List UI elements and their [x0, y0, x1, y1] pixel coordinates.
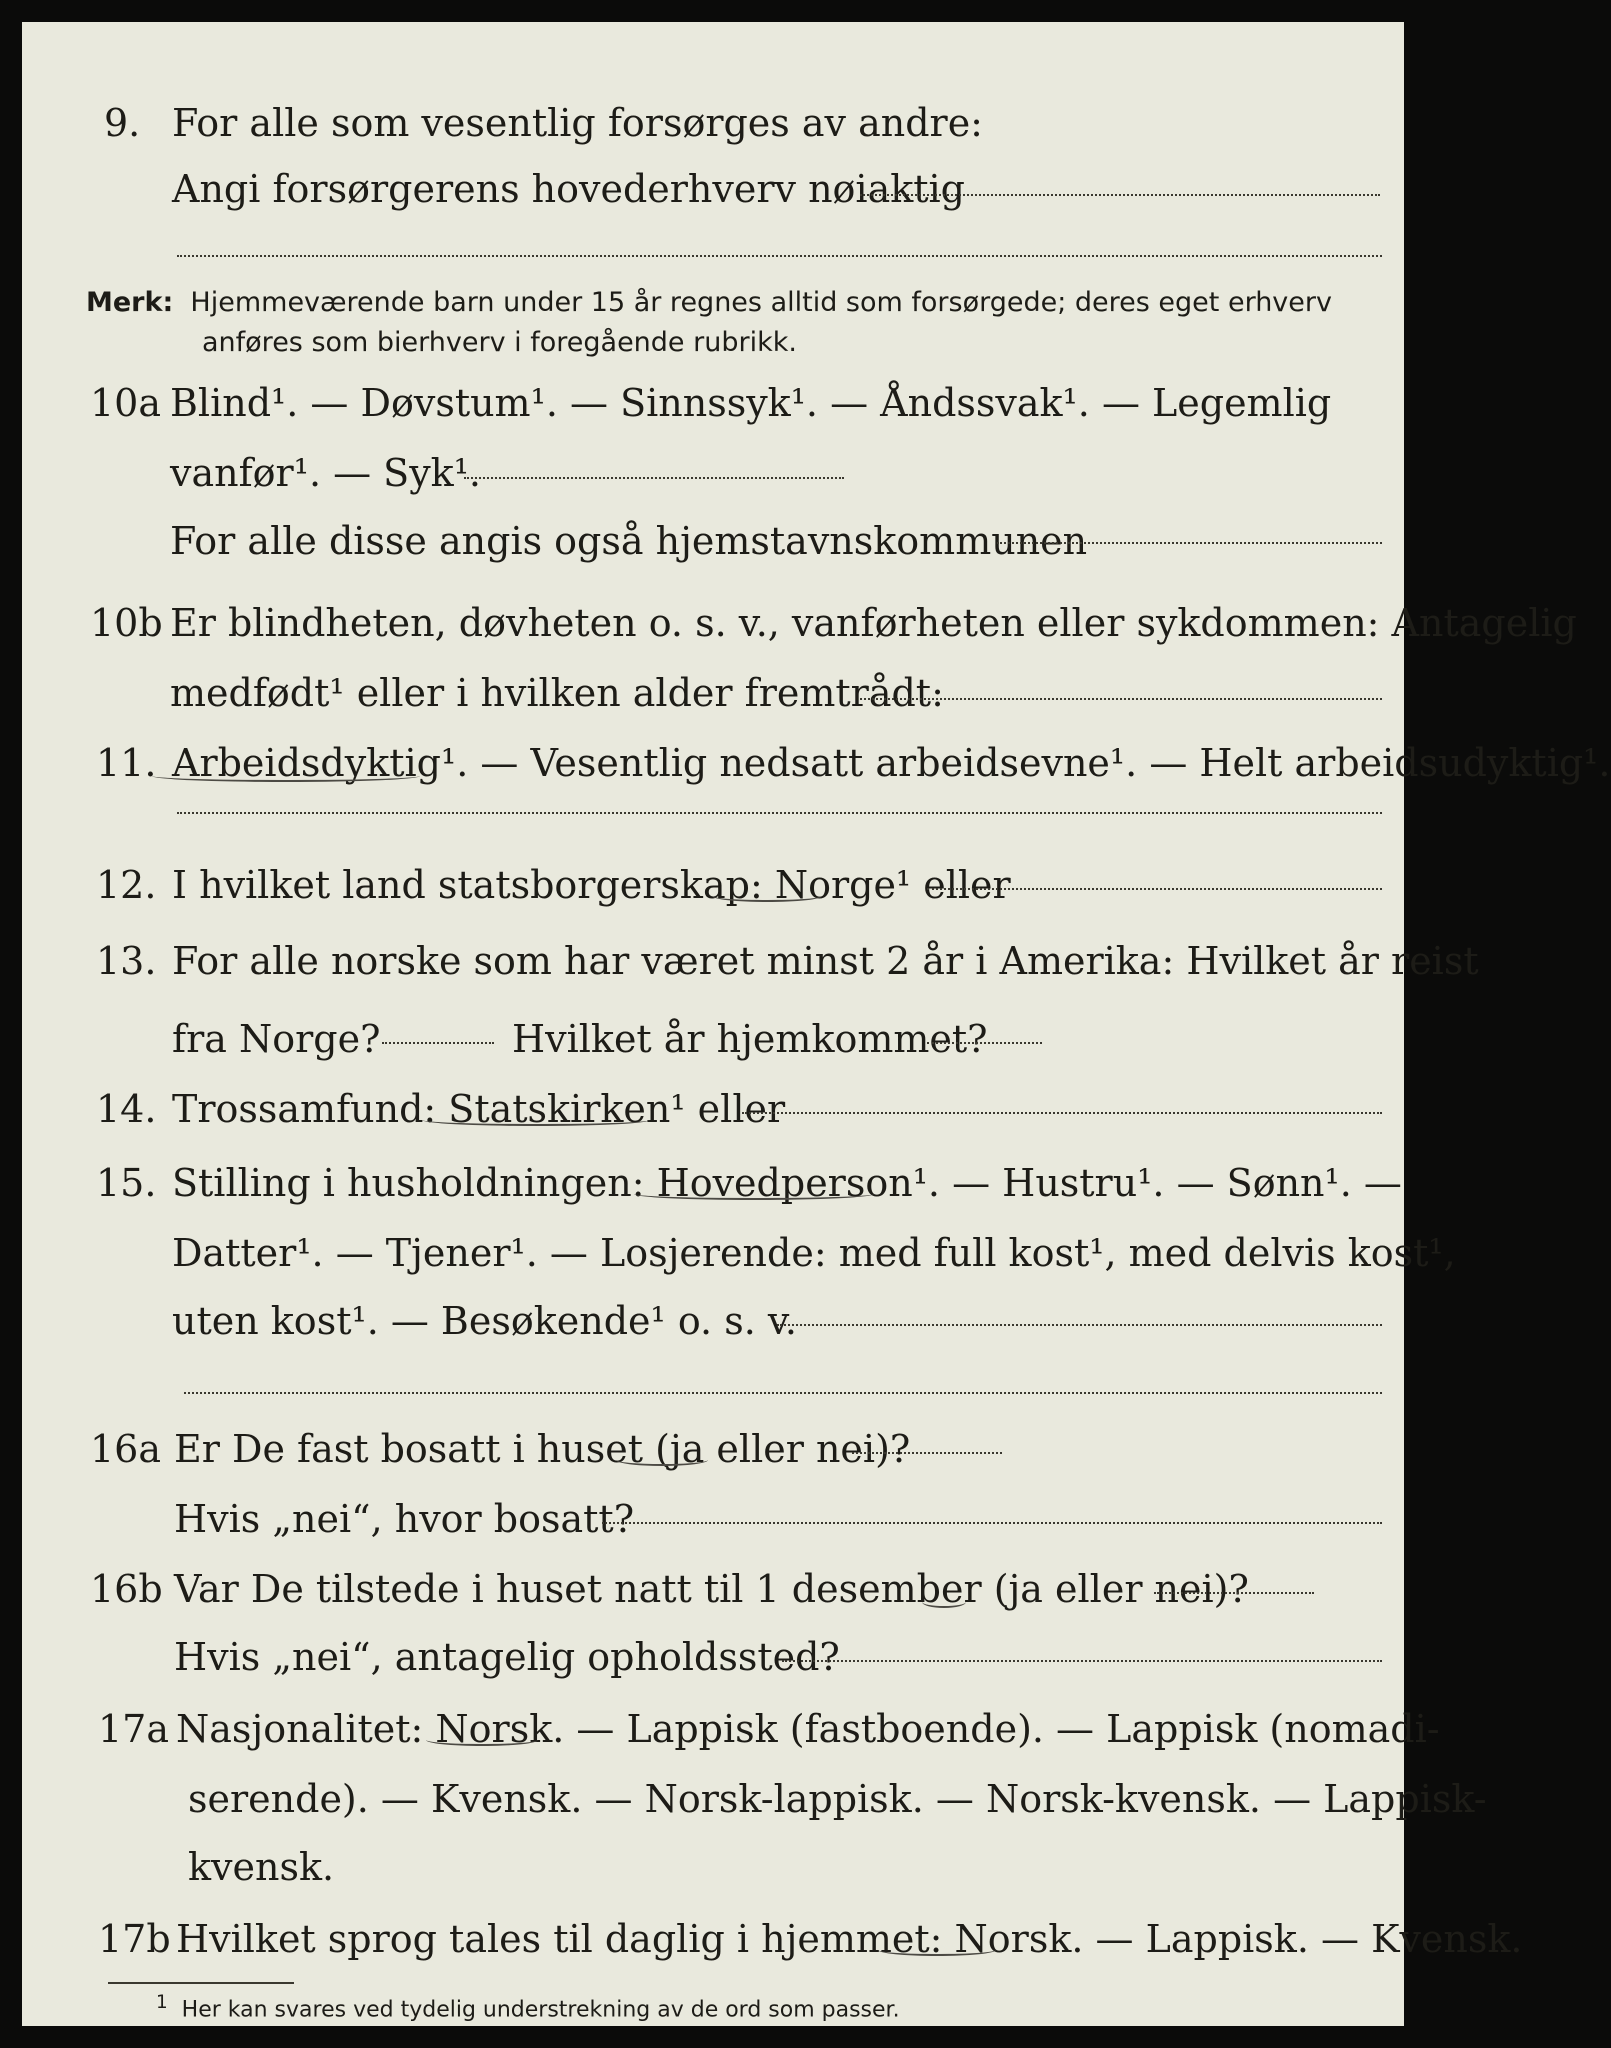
q11-answer-field[interactable] — [177, 812, 1382, 814]
q13-line1: For alle norske som har været minst 2 år i Amerika: Hvilket år reist — [172, 939, 1479, 983]
footnote-text: Her kan svares ved tydelig understrekning av de ord som passer. — [181, 1997, 900, 2023]
q10a-line2: vanfør¹. — Syk¹. — [170, 451, 482, 495]
q17a-number: 17a — [98, 1707, 170, 1751]
q10a-hjemstavn-field[interactable] — [997, 542, 1382, 544]
q15-answer-field-2[interactable] — [184, 1392, 1382, 1394]
q17a-line2: serende). — Kvensk. — Norsk-lappisk. — Norsk-kvensk. — Lappisk- — [188, 1777, 1487, 1821]
q16b-opholdssted-field[interactable] — [782, 1660, 1382, 1662]
q11-number: 11. — [96, 741, 157, 785]
q13-reist-field[interactable] — [382, 1042, 494, 1044]
q9-answer-field-2[interactable] — [177, 255, 1382, 257]
merk-text-1: Hjemmeværende barn under 15 år regnes alltid som forsørgede; deres eget erhverv — [190, 287, 1332, 318]
q13-line2a: fra Norge? — [172, 1017, 381, 1061]
q17b-handwritten-underline — [878, 1944, 996, 1956]
q16b-handwritten-underline — [922, 1596, 966, 1608]
q16a-answer-field[interactable] — [852, 1452, 1002, 1454]
census-form-page — [22, 22, 1611, 2026]
q10b-line1: Er blindheten, døvheten o. s. v., vanførheten eller sykdommen: Antagelig — [170, 601, 1577, 645]
q15-line3: uten kost¹. — Besøkende¹ o. s. v. — [172, 1299, 797, 1343]
q14-handwritten-underline — [422, 1114, 650, 1126]
q14-answer-field[interactable] — [742, 1112, 1382, 1114]
q9-line2: Angi forsørgerens hovederhverv nøiaktig — [172, 167, 966, 211]
q10b-number: 10b — [90, 601, 163, 645]
q15-answer-field[interactable] — [777, 1324, 1382, 1326]
q16a-handwritten-underline — [616, 1454, 708, 1466]
q12-line1: I hvilket land statsborgerskap: Norge¹ eller — [172, 863, 1011, 907]
q16b-line1: Var De tilstede i huset natt til 1 desember (ja eller nei)? — [174, 1567, 1249, 1611]
q16a-line1: Er De fast bosatt i huset (ja eller nei)? — [174, 1427, 911, 1471]
q15-line2: Datter¹. — Tjener¹. — Losjerende: med full kost¹, med delvis kost¹, — [172, 1231, 1456, 1275]
q15-number: 15. — [96, 1161, 157, 1205]
q14-line1: Trossamfund: Statskirken¹ eller — [172, 1087, 786, 1131]
q10a-line3: For alle disse angis også hjemstavnskommunen — [170, 519, 1088, 563]
q17a-handwritten-underline — [426, 1734, 538, 1746]
q11-line1: Arbeidsdyktig¹. — Vesentlig nedsatt arbeidsevne¹. — Helt arbeidsudyktig¹. — [172, 741, 1611, 785]
q12-number: 12. — [96, 863, 157, 907]
q9-number: 9. — [104, 101, 141, 145]
footnote-separator — [108, 1982, 294, 1984]
q17a-line3: kvensk. — [188, 1845, 335, 1889]
q16b-line2: Hvis „nei“, antagelig opholdssted? — [174, 1635, 840, 1679]
q10a-line1: Blind¹. — Døvstum¹. — Sinnssyk¹. — Åndssvak¹. — Legemlig — [170, 381, 1332, 425]
q9-line1: For alle som vesentlig forsørges av andre: — [172, 101, 983, 145]
q16a-number: 16a — [90, 1427, 162, 1471]
merk-line2: anføres som bierhverv i foregående rubrikk. — [202, 327, 797, 358]
q13-line2b: Hvilket år hjemkommet? — [512, 1017, 988, 1061]
q10a-answer-field[interactable] — [464, 477, 844, 479]
footnote — [156, 1988, 900, 2025]
q16a-line2: Hvis „nei“, hvor bosatt? — [174, 1497, 635, 1541]
q16b-number: 16b — [90, 1567, 163, 1611]
q13-hjemkommet-field[interactable] — [927, 1042, 1042, 1044]
q17b-line1: Hvilket sprog tales til daglig i hjemmet: Norsk. — Lappisk. — Kvensk. — [176, 1917, 1523, 1961]
q15-handwritten-underline — [634, 1188, 874, 1200]
q14-number: 14. — [96, 1087, 157, 1131]
q16a-bosatt-field[interactable] — [602, 1522, 1382, 1524]
q11-handwritten-underline — [152, 770, 420, 782]
q10b-line2: medfødt¹ eller i hvilken alder fremtrådt: — [170, 671, 944, 715]
q13-number: 13. — [96, 939, 157, 983]
footnote-marker: 1 — [156, 1992, 168, 2013]
q9-answer-field[interactable] — [860, 194, 1380, 196]
q15-line1: Stilling i husholdningen: Hovedperson¹. — Hustru¹. — Sønn¹. — — [172, 1161, 1402, 1205]
q17b-number: 17b — [98, 1917, 171, 1961]
merk-label: Merk: — [86, 287, 174, 318]
q10a-number: 10a — [90, 381, 162, 425]
merk-line1 — [86, 284, 1332, 322]
q12-answer-field[interactable] — [927, 888, 1382, 890]
q10b-answer-field[interactable] — [860, 698, 1382, 700]
q17a-line1: Nasjonalitet: Norsk. — Lappisk (fastboende). — Lappisk (nomadi- — [176, 1707, 1440, 1751]
q16b-answer-field[interactable] — [1154, 1592, 1314, 1594]
q12-handwritten-underline — [712, 890, 822, 902]
